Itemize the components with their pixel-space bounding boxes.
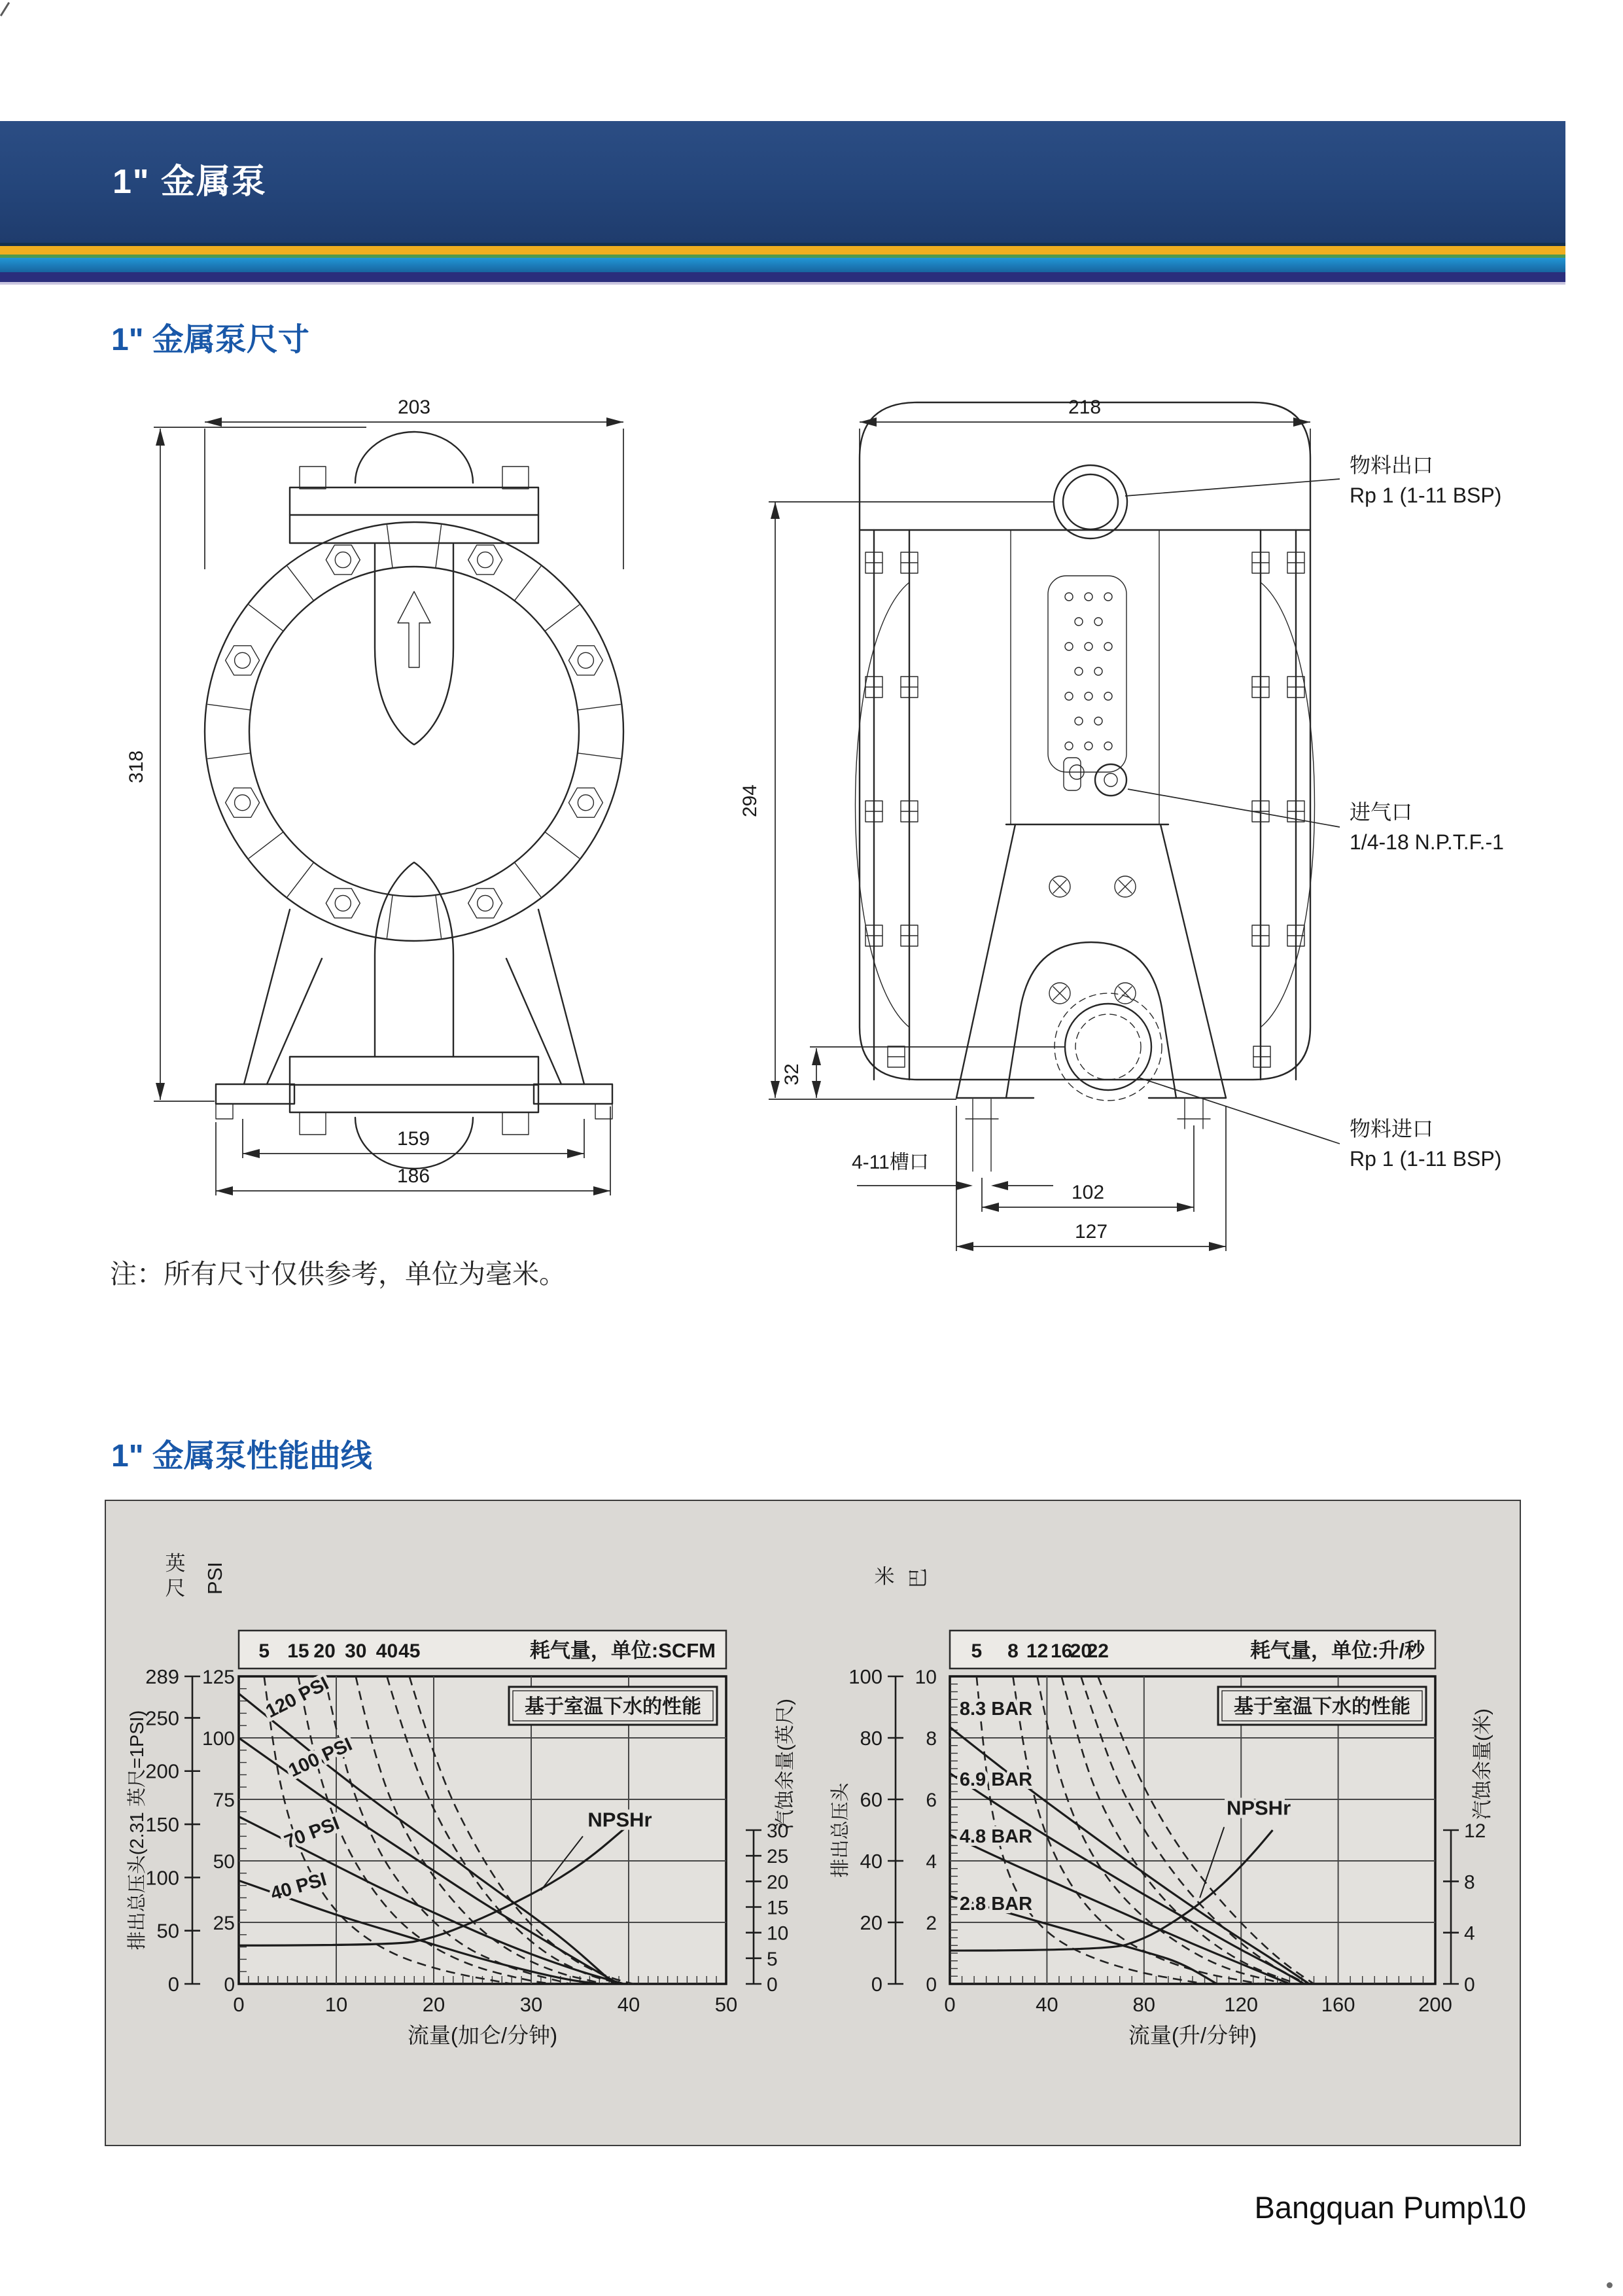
svg-text:10: 10	[915, 1667, 937, 1688]
svg-text:40: 40	[860, 1850, 882, 1873]
front-dim-height: 318	[126, 750, 147, 784]
svg-text:8: 8	[1464, 1871, 1475, 1894]
svg-text:PSI: PSI	[203, 1562, 226, 1595]
page-footer: Bangquan Pump\10	[1254, 2190, 1526, 2225]
svg-text:12: 12	[1026, 1640, 1049, 1662]
svg-text:0: 0	[1464, 1974, 1475, 1996]
svg-text:150: 150	[145, 1813, 179, 1837]
outlet-label: 物料出口	[1350, 453, 1434, 477]
svg-text:120 PSI: 120 PSI	[262, 1672, 332, 1723]
svg-text:100: 100	[201, 1728, 235, 1750]
svg-text:200: 200	[145, 1759, 179, 1783]
front-dim-inner-span: 159	[396, 1128, 430, 1150]
air-inlet-label: 进气口	[1350, 800, 1413, 824]
svg-text:NPSHr: NPSHr	[1226, 1796, 1291, 1820]
svg-text:6: 6	[926, 1790, 937, 1811]
side-dimension-lines	[769, 422, 1340, 1251]
svg-text:0: 0	[233, 1993, 245, 2016]
page-crop-mark-top-left	[0, 2, 10, 16]
svg-text:0: 0	[767, 1974, 778, 1996]
side-dim-width: 218	[1068, 397, 1102, 418]
svg-text:80: 80	[1132, 1993, 1156, 2016]
outlet-spec: Rp 1 (1-11 BSP)	[1350, 484, 1502, 507]
svg-text:20: 20	[313, 1640, 336, 1662]
svg-text:80: 80	[860, 1727, 882, 1750]
svg-text:6.9 BAR: 6.9 BAR	[959, 1769, 1033, 1790]
side-dim-bolt-span: 102	[1071, 1182, 1105, 1203]
svg-text:8: 8	[1007, 1640, 1019, 1662]
svg-text:100: 100	[848, 1665, 882, 1688]
svg-text:40: 40	[617, 1993, 640, 2016]
stripe-indigo	[0, 272, 1565, 282]
svg-text:20: 20	[1070, 1640, 1092, 1662]
page-crop-mark-bottom-right	[1607, 2282, 1613, 2288]
side-dim-slot: 4-11槽口	[852, 1152, 929, 1173]
svg-text:20: 20	[767, 1871, 789, 1894]
svg-text:基于室温下水的性能: 基于室温下水的性能	[525, 1696, 701, 1718]
inlet-label: 物料进口	[1350, 1117, 1434, 1140]
svg-text:10: 10	[767, 1922, 789, 1945]
svg-text:100 PSI: 100 PSI	[285, 1733, 356, 1782]
performance-charts	[106, 1501, 1520, 2145]
svg-text:20: 20	[422, 1993, 445, 2016]
svg-text:10: 10	[324, 1993, 348, 2016]
svg-text:12: 12	[1464, 1820, 1486, 1842]
flange-segment-lines	[208, 525, 621, 938]
stripe-yellow	[0, 246, 1565, 255]
side-dimension-arrows	[771, 417, 1310, 1251]
front-dimension-arrows	[156, 417, 623, 1195]
svg-text:5: 5	[971, 1640, 983, 1662]
svg-text:8.3 BAR: 8.3 BAR	[959, 1698, 1033, 1720]
svg-text:耗气量，单位:升/秒: 耗气量，单位:升/秒	[1250, 1639, 1425, 1662]
svg-text:25: 25	[213, 1913, 235, 1934]
svg-text:30: 30	[519, 1993, 543, 2016]
side-dim-foot-span: 127	[1074, 1221, 1108, 1243]
svg-text:英: 英	[165, 1552, 186, 1575]
svg-text:15: 15	[287, 1640, 309, 1662]
side-dim-height: 294	[739, 784, 761, 818]
stripe-lightblue	[0, 258, 1565, 272]
svg-text:160: 160	[1321, 1993, 1355, 2016]
svg-text:4: 4	[1464, 1922, 1475, 1945]
dimension-note: 注：所有尺寸仅供参考，单位为毫米。	[110, 1259, 566, 1289]
section-title-dimensions: 1" 金属泵尺寸	[111, 323, 309, 357]
svg-text:8: 8	[926, 1728, 937, 1750]
svg-text:25: 25	[767, 1846, 789, 1868]
svg-text:0: 0	[871, 1973, 882, 1996]
svg-text:30: 30	[345, 1640, 367, 1662]
svg-text:0: 0	[926, 1974, 937, 1996]
svg-text:基于室温下水的性能: 基于室温下水的性能	[1234, 1696, 1410, 1718]
svg-text:巴: 巴	[907, 1568, 930, 1589]
svg-text:289: 289	[145, 1665, 179, 1688]
svg-text:0: 0	[167, 1973, 179, 1996]
header-stripes	[0, 243, 1565, 285]
clamp-bolts	[865, 552, 1304, 1067]
svg-text:汽蚀余量(米): 汽蚀余量(米)	[1472, 1708, 1493, 1820]
svg-text:40: 40	[375, 1640, 398, 1662]
svg-text:5: 5	[258, 1640, 270, 1662]
svg-text:0: 0	[944, 1993, 956, 2016]
section-title-performance: 1" 金属泵性能曲线	[111, 1439, 372, 1474]
svg-text:50: 50	[714, 1993, 738, 2016]
svg-text:尺: 尺	[165, 1577, 186, 1600]
svg-text:5: 5	[767, 1948, 778, 1970]
svg-text:40 PSI: 40 PSI	[268, 1869, 329, 1905]
air-inlet-spec: 1/4-18 N.P.T.F.-1	[1350, 830, 1504, 854]
svg-text:耗气量，单位:SCFM: 耗气量，单位:SCFM	[529, 1639, 716, 1662]
svg-text:70 PSI: 70 PSI	[281, 1812, 343, 1853]
svg-text:40: 40	[1036, 1993, 1058, 2016]
svg-text:流量(加仑/分钟): 流量(加仑/分钟)	[407, 2023, 558, 2047]
svg-text:75: 75	[213, 1790, 235, 1811]
front-dim-width: 203	[397, 397, 431, 418]
svg-text:200: 200	[1418, 1993, 1452, 2016]
svg-text:汽蚀余量(英尺): 汽蚀余量(英尺)	[775, 1699, 796, 1829]
svg-text:4: 4	[926, 1851, 937, 1873]
muffler-dots	[1065, 593, 1112, 750]
svg-text:100: 100	[145, 1866, 179, 1890]
svg-text:250: 250	[145, 1706, 179, 1730]
svg-text:16: 16	[1050, 1640, 1073, 1662]
front-dim-outer-span: 186	[396, 1165, 430, 1187]
svg-text:20: 20	[860, 1911, 882, 1934]
svg-text:45: 45	[398, 1640, 421, 1662]
svg-text:流量(升/分钟): 流量(升/分钟)	[1128, 2023, 1257, 2047]
pump-front-view	[205, 432, 623, 1169]
svg-text:2: 2	[926, 1913, 937, 1934]
svg-text:60: 60	[860, 1788, 882, 1811]
svg-text:4.8 BAR: 4.8 BAR	[959, 1826, 1033, 1847]
stripe-lavender	[0, 282, 1565, 285]
header-banner	[0, 121, 1565, 243]
svg-text:30: 30	[767, 1820, 789, 1842]
page-title: 1" 金属泵	[113, 163, 268, 201]
svg-text:15: 15	[767, 1897, 789, 1919]
svg-text:50: 50	[213, 1851, 235, 1873]
svg-text:米: 米	[874, 1565, 895, 1588]
svg-text:125: 125	[201, 1667, 235, 1688]
side-dim-inlet-height: 32	[781, 1063, 803, 1086]
svg-text:排出总压头(2.31 英尺=1PSI): 排出总压头(2.31 英尺=1PSI)	[127, 1710, 148, 1951]
inlet-spec: Rp 1 (1-11 BSP)	[1350, 1147, 1502, 1171]
dimension-drawings	[92, 366, 1544, 1269]
svg-text:120: 120	[1224, 1993, 1259, 2016]
svg-text:22: 22	[1087, 1640, 1109, 1662]
svg-text:NPSHr: NPSHr	[587, 1808, 652, 1831]
pump-side-view	[856, 402, 1315, 1171]
svg-text:50: 50	[156, 1919, 179, 1943]
svg-text:2.8 BAR: 2.8 BAR	[959, 1894, 1033, 1915]
svg-text:排出总压头: 排出总压头	[830, 1782, 851, 1878]
svg-text:0: 0	[224, 1974, 235, 1996]
performance-chart-panel	[105, 1500, 1521, 2146]
